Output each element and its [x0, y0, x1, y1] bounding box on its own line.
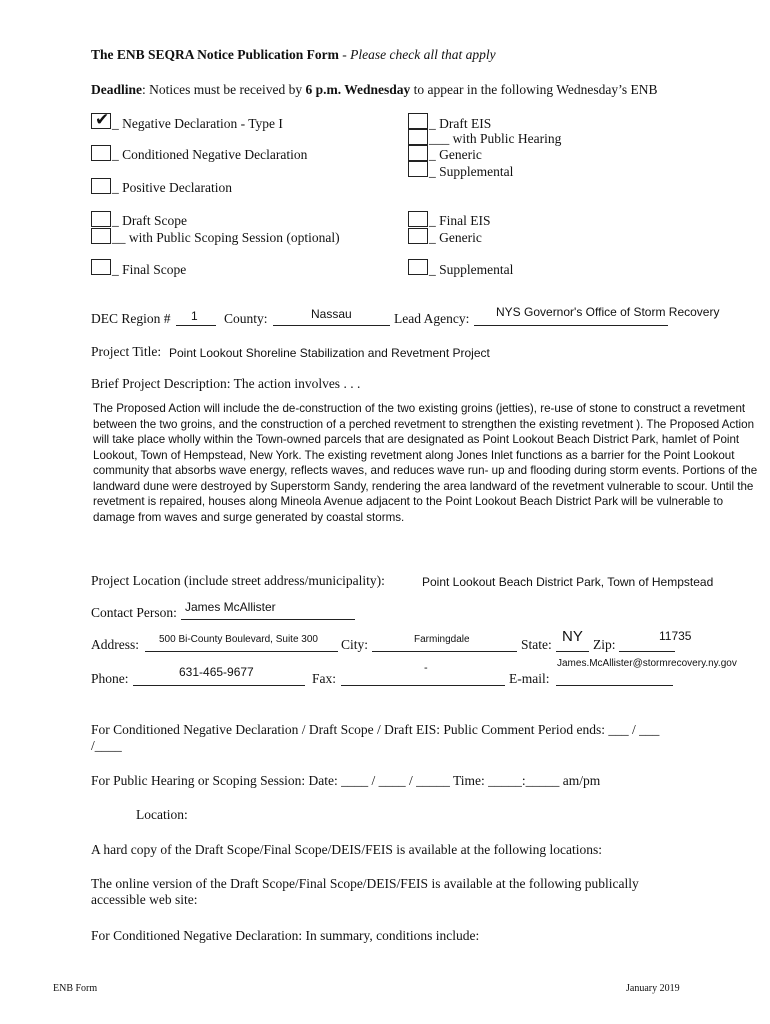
checkbox-negative-declaration[interactable] — [91, 110, 111, 130]
label-final-scope: _ Final Scope — [112, 262, 187, 277]
online-line: The online version of the Draft Scope/Final Scope/DEIS/FEIS is available at the following publically — [91, 876, 639, 891]
agency-label: Lead Agency: — [394, 311, 470, 326]
phone-value[interactable]: 631-465-9677 — [179, 665, 254, 679]
city-value[interactable]: Farmingdale — [414, 634, 470, 645]
form-title: The ENB SEQRA Notice Publication Form - Please check all that apply — [91, 47, 496, 62]
online-line-2: accessible web site: — [91, 892, 198, 907]
city-label: City: — [341, 637, 369, 652]
fax-value[interactable]: - — [424, 662, 428, 674]
address-value[interactable]: 500 Bi-County Boulevard, Suite 300 — [159, 634, 318, 645]
comment-period-line: For Conditioned Negative Declaration / Draft Scope / Draft EIS: Public Comment Period ends: ___ / ___ — [91, 722, 660, 737]
checkbox-public-scoping-session[interactable] — [91, 228, 111, 244]
checkbox-draft-scope[interactable] — [91, 211, 111, 227]
comment-period-line-2: /____ — [91, 738, 122, 753]
checkbox-draft-eis[interactable] — [408, 113, 428, 129]
zip-label: Zip: — [593, 637, 616, 652]
fax-label: Fax: — [312, 671, 337, 686]
project-location-value[interactable]: Point Lookout Beach District Park, Town of Hempstead — [422, 575, 714, 589]
location-line: Location: — [136, 807, 188, 822]
email-label: E-mail: — [509, 671, 550, 686]
checkbox-generic-draft[interactable] — [408, 145, 428, 161]
label-supplemental-final: _ Supplemental — [429, 262, 514, 277]
label-generic-final: _ Generic — [429, 230, 482, 245]
label-final-eis: _ Final EIS — [429, 213, 491, 228]
label-positive-declaration: _ Positive Declaration — [112, 180, 232, 195]
conditions-line: For Conditioned Negative Declaration: In summary, conditions include: — [91, 928, 480, 943]
checkbox-generic-final[interactable] — [408, 228, 428, 244]
email-value[interactable]: James.McAllister@stormrecovery.ny.gov — [557, 658, 737, 669]
footer-right: January 2019 — [626, 983, 680, 994]
label-public-hearing: ___ with Public Hearing — [429, 131, 562, 146]
footer-left: ENB Form — [53, 983, 98, 994]
contact-person-label: Contact Person: — [91, 605, 177, 620]
state-value[interactable]: NY — [562, 628, 583, 645]
county-value[interactable]: Nassau — [311, 307, 352, 321]
project-location-label: Project Location (include street address/municipality): — [91, 573, 385, 588]
project-description[interactable]: The Proposed Action will include the de-construction of the two existing groins (jetties), re-use of stone to construct a revetment between the two groins, and the construction of a perched revetment to strengthen the existing revetment ). The Proposed Action will take place wholly within the Town-owned parcels that are designated as Point Lookout Beach District Park, hamlet of Point Lookout, Town of Hempstead, New York. The existing revetment along Jones Inlet functions as a barrier for the Point Lookout community that absorbs wave energy, reflects waves, and reduces wave run- up and flooding during storm events. Portions of the landward dune were destroyed by Superstorm Sandy, rendering the area landward of the revetment vulnerable to scour. Until the revetment is repaired, houses along Mineola Avenue adjacent to the Point Lookout Beach District Park will be vulnerable to damage from waves and surge generated by coastal storms. — [93, 402, 758, 524]
phone-label: Phone: — [91, 671, 129, 686]
form-title-text: The ENB SEQRA Notice Publication Form — [91, 47, 339, 62]
checkbox-public-hearing[interactable] — [408, 129, 428, 145]
region-label: DEC Region # — [91, 311, 171, 326]
label-generic-draft: _ Generic — [429, 147, 482, 162]
checkbox-final-scope[interactable] — [91, 259, 111, 275]
label-negative-declaration: _ Negative Declaration - Type I — [112, 116, 283, 131]
label-supplemental-draft: _ Supplemental — [429, 164, 514, 179]
checkbox-positive-declaration[interactable] — [91, 178, 111, 194]
label-public-scoping-session: __ with Public Scoping Session (optional) — [112, 230, 340, 245]
project-description-label: Brief Project Description: The action involves . . . — [91, 376, 361, 391]
label-draft-scope: _ Draft Scope — [112, 213, 187, 228]
checkbox-supplemental-draft[interactable] — [408, 161, 428, 177]
project-title-label: Project Title: — [91, 344, 162, 359]
state-label: State: — [521, 637, 552, 652]
deadline-line: Deadline: Notices must be received by 6 p.m. Wednesday to appear in the following Wednesday’s ENB — [91, 82, 658, 97]
hardcopy-line: A hard copy of the Draft Scope/Final Scope/DEIS/FEIS is available at the following locations: — [91, 842, 603, 857]
region-value[interactable]: 1 — [191, 309, 198, 323]
agency-value[interactable]: NYS Governor's Office of Storm Recovery — [496, 305, 720, 319]
label-conditioned-negative-declaration: _ Conditioned Negative Declaration — [112, 147, 308, 162]
project-title-value[interactable]: Point Lookout Shoreline Stabilization and Revetment Project — [169, 346, 490, 360]
hearing-line: For Public Hearing or Scoping Session: Date: ____ / ____ / _____ Time: _____:_____ am/pm — [91, 773, 601, 788]
county-label: County: — [224, 311, 268, 326]
check-icon: ✔ — [95, 110, 110, 130]
checkbox-final-eis[interactable] — [408, 211, 428, 227]
label-draft-eis: _ Draft EIS — [429, 116, 492, 131]
checkbox-supplemental-final[interactable] — [408, 259, 428, 275]
checkbox-conditioned-negative-declaration[interactable] — [91, 145, 111, 161]
address-label: Address: — [91, 637, 139, 652]
zip-value[interactable]: 11735 — [659, 629, 692, 643]
form-subtitle: Please check all that apply — [350, 47, 496, 62]
contact-person-value[interactable]: James McAllister — [185, 600, 276, 614]
